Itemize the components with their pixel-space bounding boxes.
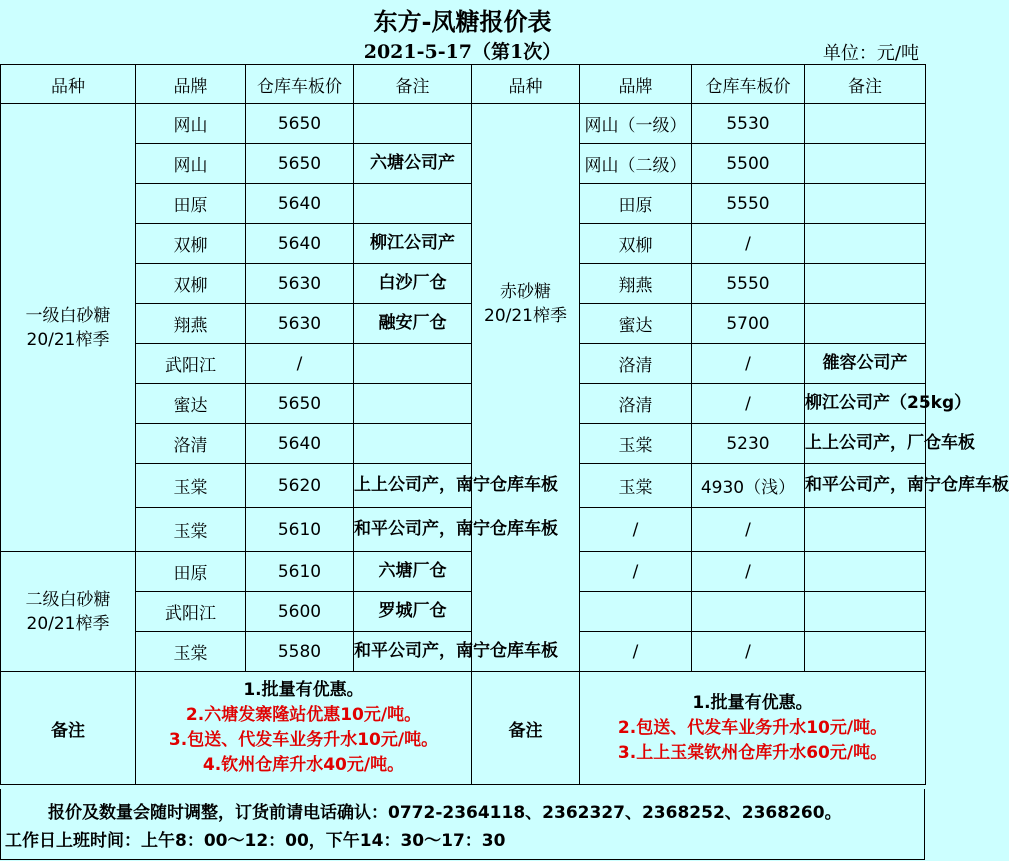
brand-cell: / — [580, 632, 692, 672]
price-cell: 5630 — [246, 264, 354, 304]
note-cell — [805, 632, 926, 672]
brand-cell: 网山（一级） — [580, 104, 692, 144]
brand-cell: 玉棠 — [136, 508, 246, 552]
price-cell: 4930（浅） — [692, 464, 805, 508]
note-cell — [805, 104, 926, 144]
price-cell: 5610 — [246, 552, 354, 592]
header-cell: 品种 — [1, 65, 136, 104]
brand-cell: 武阳江 — [136, 592, 246, 632]
table-row — [1, 104, 926, 144]
price-cell: / — [246, 344, 354, 384]
footer-hours: 工作日上班时间：上午8：00～12：00，下午14：30～17：30 — [5, 831, 506, 851]
table-row — [1, 424, 926, 464]
price-cell: 5640 — [246, 184, 354, 224]
category-first-grade: 一级白砂糖 20/21榨季 — [1, 104, 136, 552]
note-cell: 上上公司产，南宁仓库车板 — [354, 464, 472, 508]
price-cell: / — [692, 632, 805, 672]
price-cell — [692, 592, 805, 632]
price-cell: 5580 — [246, 632, 354, 672]
table-row — [1, 144, 926, 184]
brand-cell: 洛清 — [136, 424, 246, 464]
price-cell: 5650 — [246, 144, 354, 184]
brand-cell: 蜜达 — [136, 384, 246, 424]
remark-item: 3.包送、代发车业务升水10元/吨。 — [168, 730, 439, 750]
header-cell: 品种 — [472, 65, 580, 104]
note-cell: 和平公司产，南宁仓库车板 — [805, 464, 926, 508]
brand-cell: 洛清 — [580, 384, 692, 424]
brand-cell: 玉棠 — [136, 464, 246, 508]
header-cell: 品牌 — [136, 65, 246, 104]
price-cell: 5550 — [692, 264, 805, 304]
price-table — [0, 64, 1009, 785]
remarks-label-left: 备注 — [1, 672, 136, 785]
note-cell: 和平公司产，南宁仓库车板 — [354, 508, 472, 552]
table-row — [1, 304, 926, 344]
note-cell: 上上公司产，厂仓车板 — [805, 424, 926, 464]
price-cell: 5230 — [692, 424, 805, 464]
remark-item: 2.六塘发寨隆站优惠10元/吨。 — [185, 705, 422, 725]
price-cell: / — [692, 344, 805, 384]
note-cell — [354, 384, 472, 424]
price-cell: 5610 — [246, 508, 354, 552]
price-cell: / — [692, 508, 805, 552]
table-row — [1, 508, 926, 552]
note-cell — [354, 344, 472, 384]
note-cell — [805, 304, 926, 344]
note-cell: 雒容公司产 — [805, 344, 926, 384]
note-cell — [805, 592, 926, 632]
table-row — [1, 264, 926, 304]
note-cell: 罗城厂仓 — [354, 592, 472, 632]
header-cell: 品牌 — [580, 65, 692, 104]
price-cell: 5700 — [692, 304, 805, 344]
price-cell: / — [692, 224, 805, 264]
header-cell: 备注 — [805, 65, 926, 104]
table-row — [1, 384, 926, 424]
price-cell: 5550 — [692, 184, 805, 224]
table-row — [1, 464, 926, 508]
brand-cell: 翔燕 — [580, 264, 692, 304]
sheet-date: 2021-5-17（第1次） — [363, 41, 562, 63]
note-cell: 和平公司产，南宁仓库车板 — [354, 632, 472, 672]
brand-cell: / — [580, 508, 692, 552]
note-cell: 白沙厂仓 — [354, 264, 472, 304]
remark-item: 2.包送、代发车业务升水10元/吨。 — [617, 717, 888, 738]
note-cell — [354, 424, 472, 464]
footer-contact: 报价及数量会随时调整，订货前请电话确认：0772-2364118、2362327、2368252、2368260。 — [48, 803, 842, 823]
brand-cell: 网山 — [136, 104, 246, 144]
brand-cell: 双柳 — [136, 264, 246, 304]
remarks-row — [1, 672, 926, 785]
note-cell — [805, 508, 926, 552]
sheet-title: 东方-凤糖报价表 — [373, 7, 552, 36]
price-cell: 5650 — [246, 104, 354, 144]
brand-cell: 洛清 — [580, 344, 692, 384]
brand-cell: 玉棠 — [136, 632, 246, 672]
remark-item: 1.批量有优惠。 — [243, 680, 364, 700]
price-cell: 5650 — [246, 384, 354, 424]
note-cell — [805, 224, 926, 264]
brand-cell: 武阳江 — [136, 344, 246, 384]
header-cell: 备注 — [354, 65, 472, 104]
table-row — [1, 552, 926, 592]
brand-cell: / — [580, 552, 692, 592]
table-row — [1, 184, 926, 224]
brand-cell: 双柳 — [580, 224, 692, 264]
header-row — [1, 65, 926, 104]
brand-cell: 网山 — [136, 144, 246, 184]
price-cell: 5500 — [692, 144, 805, 184]
note-cell: 六塘厂仓 — [354, 552, 472, 592]
header-cell: 仓库车板价 — [692, 65, 805, 104]
table-row — [1, 344, 926, 384]
price-cell: 5640 — [246, 224, 354, 264]
price-cell: 5630 — [246, 304, 354, 344]
note-cell — [354, 104, 472, 144]
price-cell: 5530 — [692, 104, 805, 144]
brand-cell: 玉棠 — [580, 424, 692, 464]
brand-cell: 田原 — [136, 552, 246, 592]
note-cell — [805, 184, 926, 224]
remarks-left — [136, 672, 472, 785]
table-row — [1, 224, 926, 264]
remarks-right — [580, 672, 926, 785]
note-cell: 柳江公司产（25kg） — [805, 384, 926, 424]
note-cell: 融安厂仓 — [354, 304, 472, 344]
price-cell: / — [692, 552, 805, 592]
brand-cell: 田原 — [580, 184, 692, 224]
unit-label: 单位：元/吨 — [822, 43, 919, 64]
table-row — [1, 592, 926, 632]
category-brown-sugar: 赤砂糖 20/21榨季 — [472, 104, 580, 672]
price-cell: 5640 — [246, 424, 354, 464]
note-cell — [805, 264, 926, 304]
price-cell: 5620 — [246, 464, 354, 508]
remarks-label-right: 备注 — [472, 672, 580, 785]
brand-cell: 双柳 — [136, 224, 246, 264]
brand-cell — [580, 592, 692, 632]
note-cell: 柳江公司产 — [354, 224, 472, 264]
remark-item: 4.钦州仓库升水40元/吨。 — [202, 755, 405, 775]
brand-cell: 田原 — [136, 184, 246, 224]
note-cell: 六塘公司产 — [354, 144, 472, 184]
brand-cell: 蜜达 — [580, 304, 692, 344]
header-cell: 仓库车板价 — [246, 65, 354, 104]
brand-cell: 玉棠 — [580, 464, 692, 508]
remark-item: 1.批量有优惠。 — [692, 692, 813, 713]
note-cell — [354, 184, 472, 224]
remark-item: 3.上上玉棠钦州仓库升水60元/吨。 — [617, 742, 888, 763]
brand-cell: 网山（二级） — [580, 144, 692, 184]
price-cell: / — [692, 384, 805, 424]
note-cell — [805, 552, 926, 592]
brand-cell: 翔燕 — [136, 304, 246, 344]
table-row — [1, 632, 926, 672]
category-second-grade: 二级白砂糖 20/21榨季 — [1, 552, 136, 672]
note-cell — [805, 144, 926, 184]
price-cell: 5600 — [246, 592, 354, 632]
